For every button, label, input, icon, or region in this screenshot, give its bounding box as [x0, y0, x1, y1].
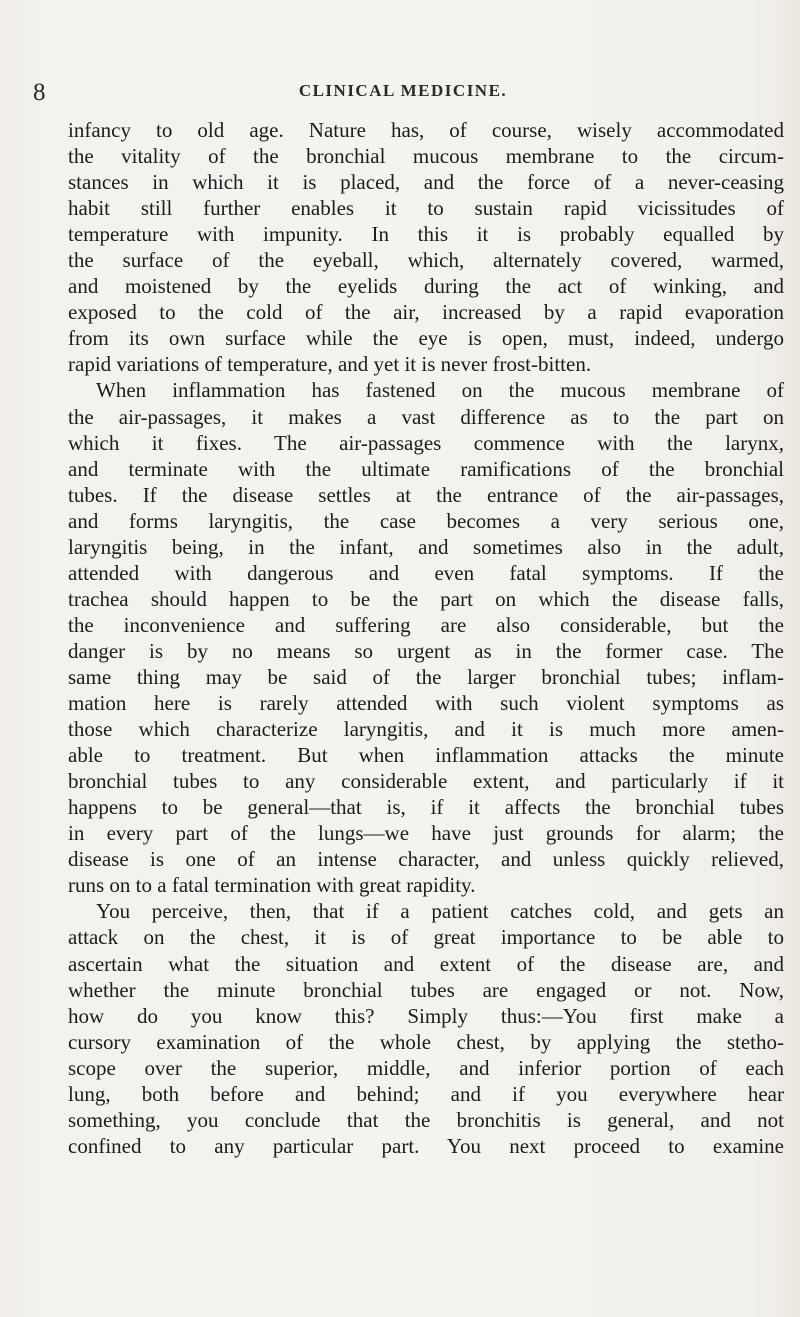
text-line: tubes. If the disease settles at the entrance of the air-passages, — [68, 482, 784, 507]
text-line: cursory examination of the whole chest, by applying the stetho- — [68, 1029, 784, 1054]
text-line: When inflammation has fastened on the mucous membrane of — [96, 378, 784, 403]
text-line: in every part of the lungs—we have just grounds for alarm; the — [68, 821, 784, 846]
text-line: the surface of the eyeball, which, alternately covered, warmed, — [68, 248, 784, 273]
body-text — [68, 117, 784, 1159]
text-line: danger is by no means so urgent as in the former case. The — [68, 638, 784, 663]
text-line: exposed to the cold of the air, increased by a rapid evaporation — [68, 300, 784, 325]
text-line: scope over the superior, middle, and inferior portion of each — [68, 1055, 784, 1080]
text-line: the inconvenience and suffering are also considerable, but the — [68, 612, 784, 637]
text-line: how do you know this? Simply thus:—You first make a — [68, 1003, 784, 1028]
text-line: infancy to old age. Nature has, of course, wisely accommodated — [68, 118, 784, 142]
page-number: 8 — [33, 79, 46, 106]
text-line: You perceive, then, that if a patient catches cold, and gets an — [96, 899, 784, 924]
text-line: bronchial tubes to any considerable extent, and particularly if it — [68, 769, 784, 794]
text-line: confined to any particular part. You next proceed to examine — [68, 1133, 784, 1158]
text-line: attack on the chest, it is of great importance to be able to — [68, 925, 784, 950]
text-line: something, you conclude that the bronchitis is general, and not — [68, 1107, 784, 1132]
text-line: ascertain what the situation and extent of the disease are, and — [68, 951, 784, 976]
text-line: and moistened by the eyelids during the act of winking, and — [68, 274, 784, 299]
text-line: stances in which it is placed, and the force of a never-ceasing — [68, 170, 784, 195]
text-line: which it fixes. The air-passages commence with the larynx, — [68, 430, 784, 455]
text-line: trachea should happen to be the part on which the disease falls, — [68, 586, 784, 611]
text-line: and terminate with the ultimate ramifications of the bronchial — [68, 456, 784, 481]
text-line: able to treatment. But when inflammation attacks the minute — [68, 743, 784, 768]
text-line: attended with dangerous and even fatal symptoms. If the — [68, 560, 784, 585]
text-line: lung, both before and behind; and if you everywhere hear — [68, 1081, 784, 1106]
text-line: the air-passages, it makes a vast difference as to the part on — [68, 404, 784, 429]
text-line: runs on to a fatal termination with great rapidity. — [68, 873, 476, 898]
page-header — [33, 78, 773, 108]
running-head: CLINICAL MEDICINE. — [298, 81, 508, 100]
text-line: the vitality of the bronchial mucous membrane to the circum- — [68, 144, 784, 169]
text-line: mation here is rarely attended with such violent symptoms as — [68, 691, 784, 716]
text-line: habit still further enables it to sustain rapid vicissitudes of — [68, 196, 784, 221]
text-line: and forms laryngitis, the case becomes a very serious one, — [68, 508, 784, 533]
text-line: happens to be general—that is, if it affects the bronchial tubes — [68, 795, 784, 820]
text-line: disease is one of an intense character, and unless quickly relieved, — [68, 847, 784, 872]
text-line: rapid variations of temperature, and yet it is never frost-bitten. — [68, 352, 592, 377]
text-line: those which characterize laryngitis, and it is much more amen- — [68, 717, 784, 742]
text-line: same thing may be said of the larger bronchial tubes; inflam- — [68, 664, 784, 689]
text-line: whether the minute bronchial tubes are engaged or not. Now, — [68, 977, 784, 1002]
text-line: from its own surface while the eye is open, must, indeed, undergo — [68, 326, 784, 351]
text-line: laryngitis being, in the infant, and sometimes also in the adult, — [68, 534, 784, 559]
text-line: temperature with impunity. In this it is probably equalled by — [68, 222, 784, 247]
